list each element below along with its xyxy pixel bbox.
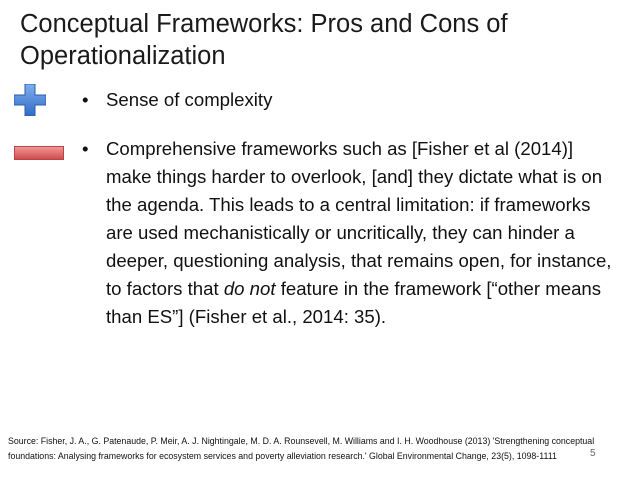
- source-line-1: Source: Fisher, J. A., G. Patenaude, P. Meir, A. J. Nightingale, M. D. A. Rounsevell, M. Williams and I. H. Woodhouse (2013) 'Strengthening conceptual: [8, 436, 595, 446]
- bullet-con-emphasis: do not: [223, 278, 276, 299]
- source-line-2: foundations: Analysing frameworks for ecosystem services and poverty alleviation research.' Global Environmental Change, 23(5), 1098-1111: [8, 450, 557, 461]
- bullet-con-text-after: feature in the framework [“other means than ES”] (Fisher et al., 2014: 35).: [106, 278, 602, 327]
- plus-icon: [14, 84, 46, 116]
- source-citation: [8, 434, 604, 463]
- bullet-marker: •: [82, 138, 89, 159]
- bullet-pro-text: Sense of complexity: [106, 89, 273, 110]
- bullet-con-text: [106, 138, 611, 327]
- bullet-marker: •: [82, 89, 89, 110]
- slide-title-line-1: Conceptual Frameworks: Pros and Cons of: [20, 10, 508, 38]
- slide-title-line-2: Operationalization: [20, 42, 226, 70]
- bullet-con: [82, 135, 612, 331]
- slide-number: 5: [590, 448, 596, 459]
- bullet-list: [82, 86, 612, 331]
- bullet-con-text-before: Comprehensive frameworks such as [Fisher et al (2014)] make things harder to overlook, [and] they dictate what is on the agenda. This leads to a central limitation: if frameworks are used mechanistically or uncritically, they can hinder a deeper, questioning analysis, that remains open, for instance, to factors that: [106, 138, 612, 299]
- bullet-pro: [82, 86, 612, 114]
- minus-icon: [14, 146, 64, 160]
- slide-title: [20, 8, 620, 72]
